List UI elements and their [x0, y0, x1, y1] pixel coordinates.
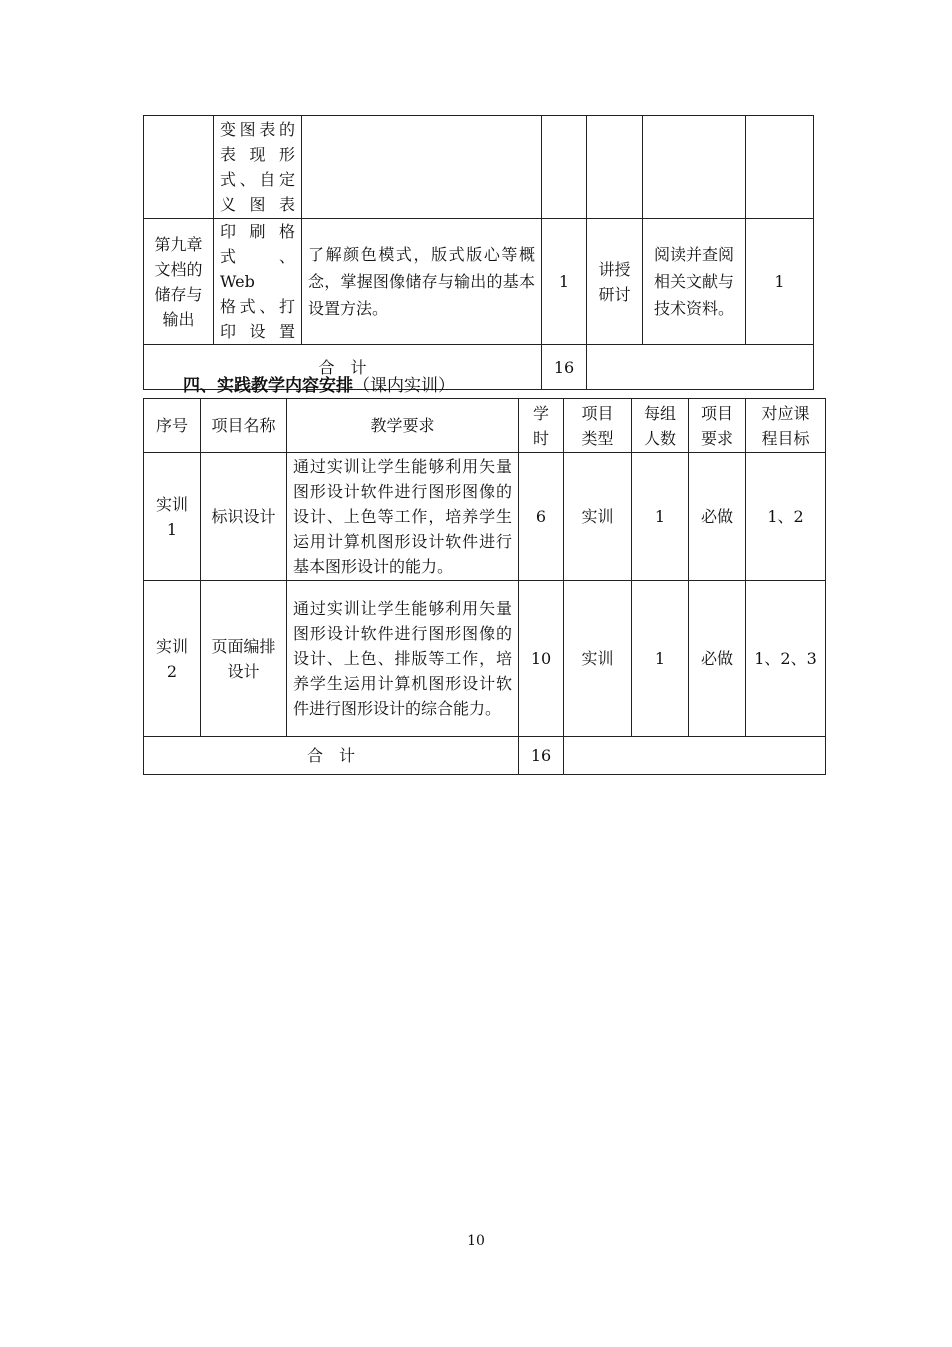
header-no: 序号	[144, 399, 201, 453]
row-type: 实训	[564, 581, 632, 737]
assignment-cell: 阅读并查阅 相关文献与 技术资料。	[643, 219, 746, 345]
requirement-cell: 了解颜色模式，版式版心等概念，掌握图像储存与输出的基本设置方法。	[302, 219, 542, 345]
table-row	[144, 116, 814, 219]
topic-cell: 变图表的 表 现 形 式、自定 义图表	[214, 116, 302, 219]
row-no: 实训 1	[144, 453, 201, 581]
topic-cell: 印 刷 格 式 、 Web 格式、打 印设置	[214, 219, 302, 345]
table-row	[144, 219, 814, 345]
hours-cell	[542, 116, 587, 219]
total-hours: 16	[542, 345, 587, 390]
total-empty	[587, 345, 814, 390]
goal-cell: 1	[746, 219, 814, 345]
row-type: 实训	[564, 453, 632, 581]
header-req: 项目 要求	[689, 399, 746, 453]
header-goal: 对应课 程目标	[746, 399, 826, 453]
header-name: 项目名称	[201, 399, 287, 453]
chapter-cell: 第九章 文档的 储存与 输出	[144, 219, 214, 345]
total-label: 合 计	[144, 345, 542, 390]
row-name: 页面编排 设计	[201, 581, 287, 737]
row-goal: 1、2、3	[746, 581, 826, 737]
row-people: 1	[632, 453, 689, 581]
total-row	[144, 737, 826, 775]
course-content-table-continued	[143, 115, 814, 390]
assignment-cell	[643, 116, 746, 219]
goal-cell	[746, 116, 814, 219]
row-people: 1	[632, 581, 689, 737]
row-name: 标识设计	[201, 453, 287, 581]
row-req: 必做	[689, 453, 746, 581]
header-people: 每组 人数	[632, 399, 689, 453]
row-requirement: 通过实训让学生能够利用矢量图形设计软件进行图形图像的设计、上色等工作，培养学生运用计算机图形设计软件进行基本图形设计的能力。	[287, 453, 519, 581]
row-hours: 6	[519, 453, 564, 581]
total-empty	[564, 737, 826, 775]
header-requirement: 教学要求	[287, 399, 519, 453]
total-hours: 16	[519, 737, 564, 775]
table-row	[144, 581, 826, 737]
chapter-cell	[144, 116, 214, 219]
section-heading-bold: 四、实践教学内容安排	[183, 376, 353, 396]
row-req: 必做	[689, 581, 746, 737]
table-row	[144, 453, 826, 581]
practice-content-table	[143, 398, 826, 775]
header-row	[144, 399, 826, 453]
row-requirement: 通过实训让学生能够利用矢量图形设计软件进行图形图像的设计、上色、排版等工作，培养学生运用计算机图形设计软件进行图形设计的综合能力。	[287, 581, 519, 737]
hours-cell: 1	[542, 219, 587, 345]
header-type: 项目 类型	[564, 399, 632, 453]
section-heading	[183, 373, 455, 399]
requirement-cell	[302, 116, 542, 219]
page-number: 10	[467, 1233, 485, 1249]
total-label: 合 计	[144, 737, 519, 775]
method-cell: 讲授 研讨	[587, 219, 643, 345]
method-cell	[587, 116, 643, 219]
row-hours: 10	[519, 581, 564, 737]
row-goal: 1、2	[746, 453, 826, 581]
section-heading-note: （课内实训）	[353, 376, 455, 396]
row-no: 实训 2	[144, 581, 201, 737]
header-hours: 学 时	[519, 399, 564, 453]
